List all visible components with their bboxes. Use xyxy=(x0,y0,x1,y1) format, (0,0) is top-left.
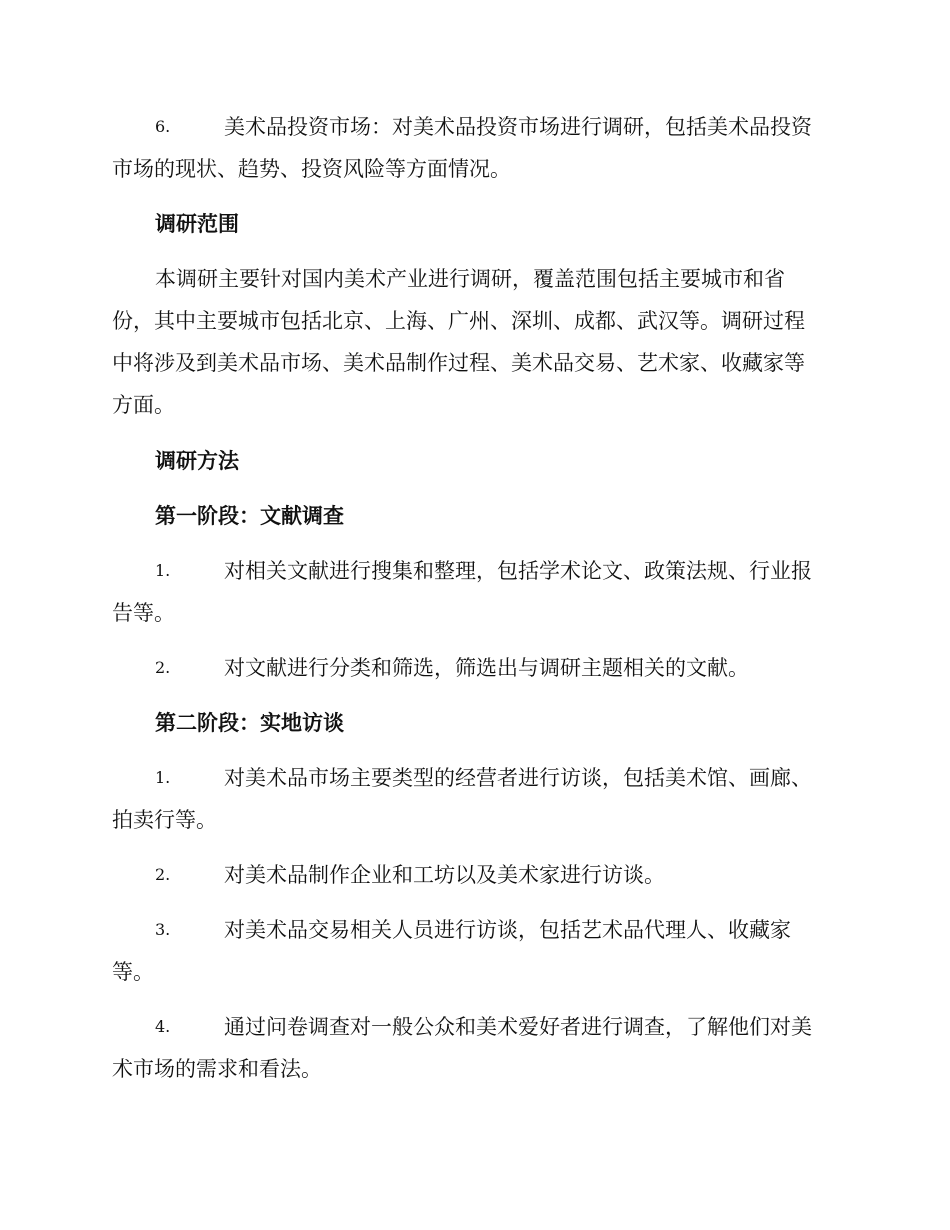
paragraph-line: 本调研主要针对国内美术产业进行调研，覆盖范围包括主要城市和省 xyxy=(155,267,785,291)
phase-heading-1: 第一阶段：文献调查 xyxy=(155,503,344,528)
list-item-text-continuation: 术市场的需求和看法。 xyxy=(112,1057,322,1081)
list-item-text: 通过问卷调查对一般公众和美术爱好者进行调查，了解他们对美 xyxy=(224,1015,812,1039)
list-item-number: 2. xyxy=(155,658,171,677)
list-item-number: 3. xyxy=(155,920,171,939)
list-item-text: 美术品投资市场：对美术品投资市场进行调研，包括美术品投资 xyxy=(224,115,812,139)
paragraph-line: 份，其中主要城市包括北京、上海、广州、深圳、成都、武汉等。调研过程 xyxy=(112,309,805,333)
list-item-number: 6. xyxy=(155,117,171,136)
list-item-number: 4. xyxy=(155,1017,171,1036)
list-item-text: 对文献进行分类和筛选，筛选出与调研主题相关的文献。 xyxy=(224,656,749,680)
list-item-text-continuation: 拍卖行等。 xyxy=(112,808,217,832)
list-item-text: 对相关文献进行搜集和整理，包括学术论文、政策法规、行业报 xyxy=(224,559,812,583)
section-heading-methods: 调研方法 xyxy=(155,448,239,473)
phase-heading-2: 第二阶段：实地访谈 xyxy=(155,710,344,735)
section-heading-scope: 调研范围 xyxy=(155,211,239,236)
paragraph-line: 方面。 xyxy=(112,393,175,417)
list-item-text: 对美术品交易相关人员进行访谈，包括艺术品代理人、收藏家 xyxy=(224,918,791,942)
list-item-text-continuation: 等。 xyxy=(112,960,154,984)
list-item-text-continuation: 市场的现状、趋势、投资风险等方面情况。 xyxy=(112,157,511,181)
list-item-number: 1. xyxy=(155,768,171,787)
list-item-text: 对美术品制作企业和工坊以及美术家进行访谈。 xyxy=(224,863,665,887)
list-item-number: 2. xyxy=(155,865,171,884)
list-item-number: 1. xyxy=(155,561,171,580)
list-item-text-continuation: 告等。 xyxy=(112,601,175,625)
list-item-text: 对美术品市场主要类型的经营者进行访谈，包括美术馆、画廊、 xyxy=(224,766,812,790)
paragraph-line: 中将涉及到美术品市场、美术品制作过程、美术品交易、艺术家、收藏家等 xyxy=(112,351,805,375)
